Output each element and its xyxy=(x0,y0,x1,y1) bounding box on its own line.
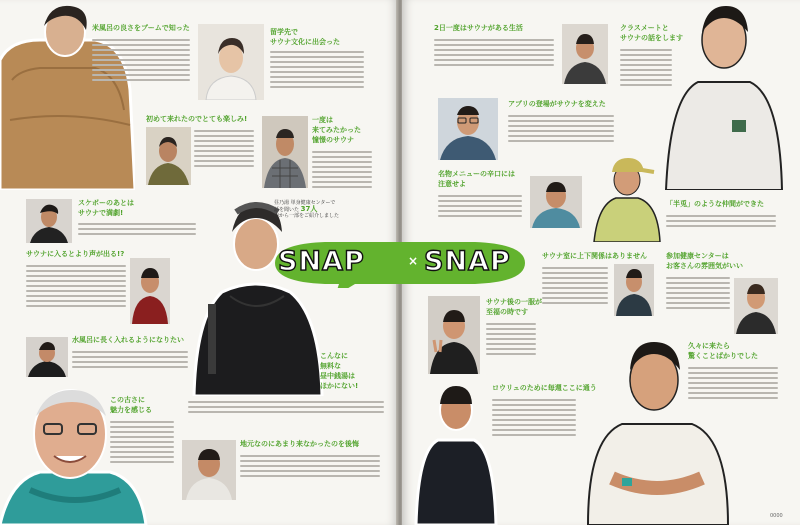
article-text-14 xyxy=(438,192,522,236)
heading-5-line1: スケボーのあとは xyxy=(78,199,134,207)
person-photo-dark-jacket xyxy=(614,264,654,316)
person-photo-white-tee xyxy=(582,328,732,525)
heading-19-line2: 驚くことばかりでした xyxy=(688,352,758,360)
heading-7: 水風呂に長く入れるようになりたい xyxy=(72,336,184,344)
article-text-8 xyxy=(188,398,384,428)
heading-8-line1: こんなに xyxy=(320,352,348,360)
heading-4-line1: 一度は xyxy=(312,116,333,124)
heading-13: アプリの登場がサウナを変えた xyxy=(508,100,606,108)
person-photo-center-woman xyxy=(186,196,328,396)
heading-14-line2: 注意せよ xyxy=(438,180,466,188)
article-text-7 xyxy=(72,348,188,382)
person-photo-glasses-man-top xyxy=(562,24,608,84)
heading-1: 米風呂の良さをブームで知った xyxy=(92,24,190,32)
article-text-20 xyxy=(492,396,576,456)
heading-6: サウナに入るとより声が出る!? xyxy=(26,250,125,258)
article-text-5 xyxy=(78,220,196,244)
article-text-15 xyxy=(666,212,776,238)
person-photo-peace-sign xyxy=(428,296,480,374)
person-photo-glasses-man xyxy=(438,98,498,160)
snap-logo-left: SNAP xyxy=(278,246,365,277)
person-photo-black-hoodie xyxy=(414,380,498,525)
heading-8-line3: 昼中銭湯は xyxy=(320,372,355,380)
heading-8-line4: ほかにない! xyxy=(320,382,359,390)
person-photo-cap-man xyxy=(592,150,662,242)
center-caption-line3: 中から一部をご紹介しました xyxy=(274,213,340,219)
heading-9-line1: この古さに xyxy=(110,396,145,404)
heading-8-line2: 無料な xyxy=(320,362,341,370)
article-text-3 xyxy=(194,127,254,185)
center-caption-count: 37人 xyxy=(300,205,318,213)
article-text-9 xyxy=(110,418,174,488)
center-caption-line1: 昼乃湯 単身健康センターで xyxy=(274,200,336,206)
person-photo-bottom-man xyxy=(182,440,236,500)
person-photo-woman xyxy=(198,24,264,100)
heading-18-line2: 至福の時です xyxy=(486,308,528,316)
person-photo-smiling-man xyxy=(734,278,778,334)
times-mark: × xyxy=(408,254,419,268)
heading-3: 初めて来れたのでとても楽しみ! xyxy=(146,115,248,123)
article-text-18 xyxy=(486,320,536,374)
person-photo-plaid-shirt xyxy=(262,116,308,188)
article-text-1 xyxy=(92,36,190,96)
heading-15: 「半兎」のような仲間ができた xyxy=(666,200,764,208)
person-photo-olive-jacket xyxy=(146,127,191,185)
heading-5-line2: サウナで満劇! xyxy=(78,209,124,217)
heading-18-line1: サウナ後の一服が xyxy=(486,298,542,306)
heading-14-line1: 名物メニューの辛口には xyxy=(438,170,515,178)
heading-4-line3: 憧憬のサウナ xyxy=(312,136,354,144)
person-photo-white-sweater xyxy=(664,0,784,190)
heading-12-line2: サウナの話をします xyxy=(620,34,683,42)
heading-2-line1: 留学先で xyxy=(270,28,298,36)
article-text-17 xyxy=(666,274,730,328)
heading-4-line2: 来てみたかった xyxy=(312,126,361,134)
article-text-11 xyxy=(434,36,554,86)
person-photo-teal-shirt xyxy=(530,176,582,228)
heading-16: サウナ室に上下関係はありません xyxy=(542,252,647,260)
heading-10: 地元なのにあまり来なかったのを後悔 xyxy=(240,440,359,448)
heading-19-line1: 久々に来たら xyxy=(688,342,730,350)
article-text-6 xyxy=(26,262,126,330)
person-photo-red-hoodie xyxy=(130,258,170,324)
article-text-10 xyxy=(240,452,380,492)
center-caption-line2: 話を聞いた 37人 xyxy=(274,205,318,213)
heading-9-line2: 魅力を感じる xyxy=(110,406,152,414)
heading-17-line2: お客さんの雰囲気がいい xyxy=(666,262,743,270)
article-text-2 xyxy=(270,48,364,100)
snap-logo-right: SNAP xyxy=(424,246,511,277)
heading-20: ロウリュのために毎週ここに通う xyxy=(492,384,597,392)
person-photo-skater xyxy=(26,199,72,243)
heading-17-line1: 参加健康センターは xyxy=(666,252,729,260)
article-text-16 xyxy=(542,264,608,326)
person-photo-black-tee xyxy=(26,337,68,377)
heading-11: 2日一度はサウナがある生活 xyxy=(434,24,523,32)
page-folio: 0000 xyxy=(770,513,783,519)
center-caption xyxy=(274,200,346,219)
heading-2-line2: サウナ文化に出会った xyxy=(270,38,340,46)
heading-12-line1: クラスメートと xyxy=(620,24,669,32)
